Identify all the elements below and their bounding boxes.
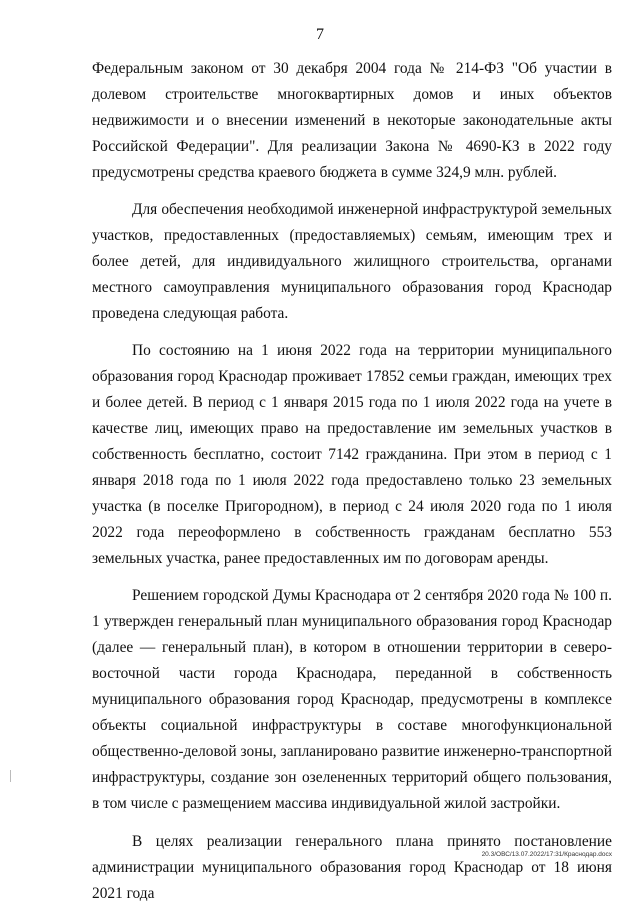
page-number: 7 xyxy=(316,26,324,43)
paragraph-continuation: Федеральным законом от 30 декабря 2004 года № 214-ФЗ "Об участии в долевом строительстве многоквартирных домов и иных объектов недвижимости и о внесении изменений в некоторые законодательные акты Российской Федерации". Для реализации Закона № 4690-КЗ в 2022 году предусмотрены средства краевого бюджета в сумме 324,9 млн. рублей. xyxy=(92,60,612,181)
paragraph-infrastructure: Для обеспечения необходимой инженерной инфраструктурой земельных участков, предоставленных (предоставляемых) семьям, имеющим трех и более детей, для индивидуального жилищного строительства, органами местного самоуправления муниципального образования город Краснодар проведена следующая работа. xyxy=(92,201,612,322)
paragraph-statistics: По состоянию на 1 июня 2022 года на территории муниципального образования город Краснодар проживает 17852 семьи граждан, имеющих трех и более детей. В период с 1 января 2015 года по 1 июля 2022 года на учете в качестве лиц, имеющих право на предоставление им земельных участков в собственность бесплатно, состоит 7142 гражданина. При этом в период с 1 января 2018 года по 1 июля 2022 года предоставлено только 23 земельных участка (в поселке Пригородном), в период с 24 июля 2020 года по 1 июля 2022 года переоформлено в собственность гражданам бесплатно 553 земельных участка, ранее предоставленных им по договорам аренды. xyxy=(92,342,612,567)
paragraph-general-plan: Решением городской Думы Краснодара от 2 сентября 2020 года № 100 п. 1 утвержден генеральный план муниципального образования город Краснодар (далее — генеральный план), в котором в отношении территории в северо-восточной части города Краснодара, переданной в собственность муниципального образования город Краснодар, предусмотрены в комплексе объекты социальной инфраструктуры в составе многофункциональной общественно-деловой зоны, запланировано развитие инженерно-транспортной инфраструктуры, создание зон озелененных территорий общего пользования, в том числе с размещением массива индивидуальной жилой застройки. xyxy=(92,587,612,812)
document-body xyxy=(92,56,612,907)
scan-artifact xyxy=(10,770,11,782)
footer-file-code: 20.3/ОВС/13.07.2022/17:31/Краснодар.docx xyxy=(481,851,612,858)
paragraph-resolution: В целях реализации генерального плана принято постановление администрации муниципального образования город Краснодар от 18 июня 2021 года xyxy=(92,833,612,902)
